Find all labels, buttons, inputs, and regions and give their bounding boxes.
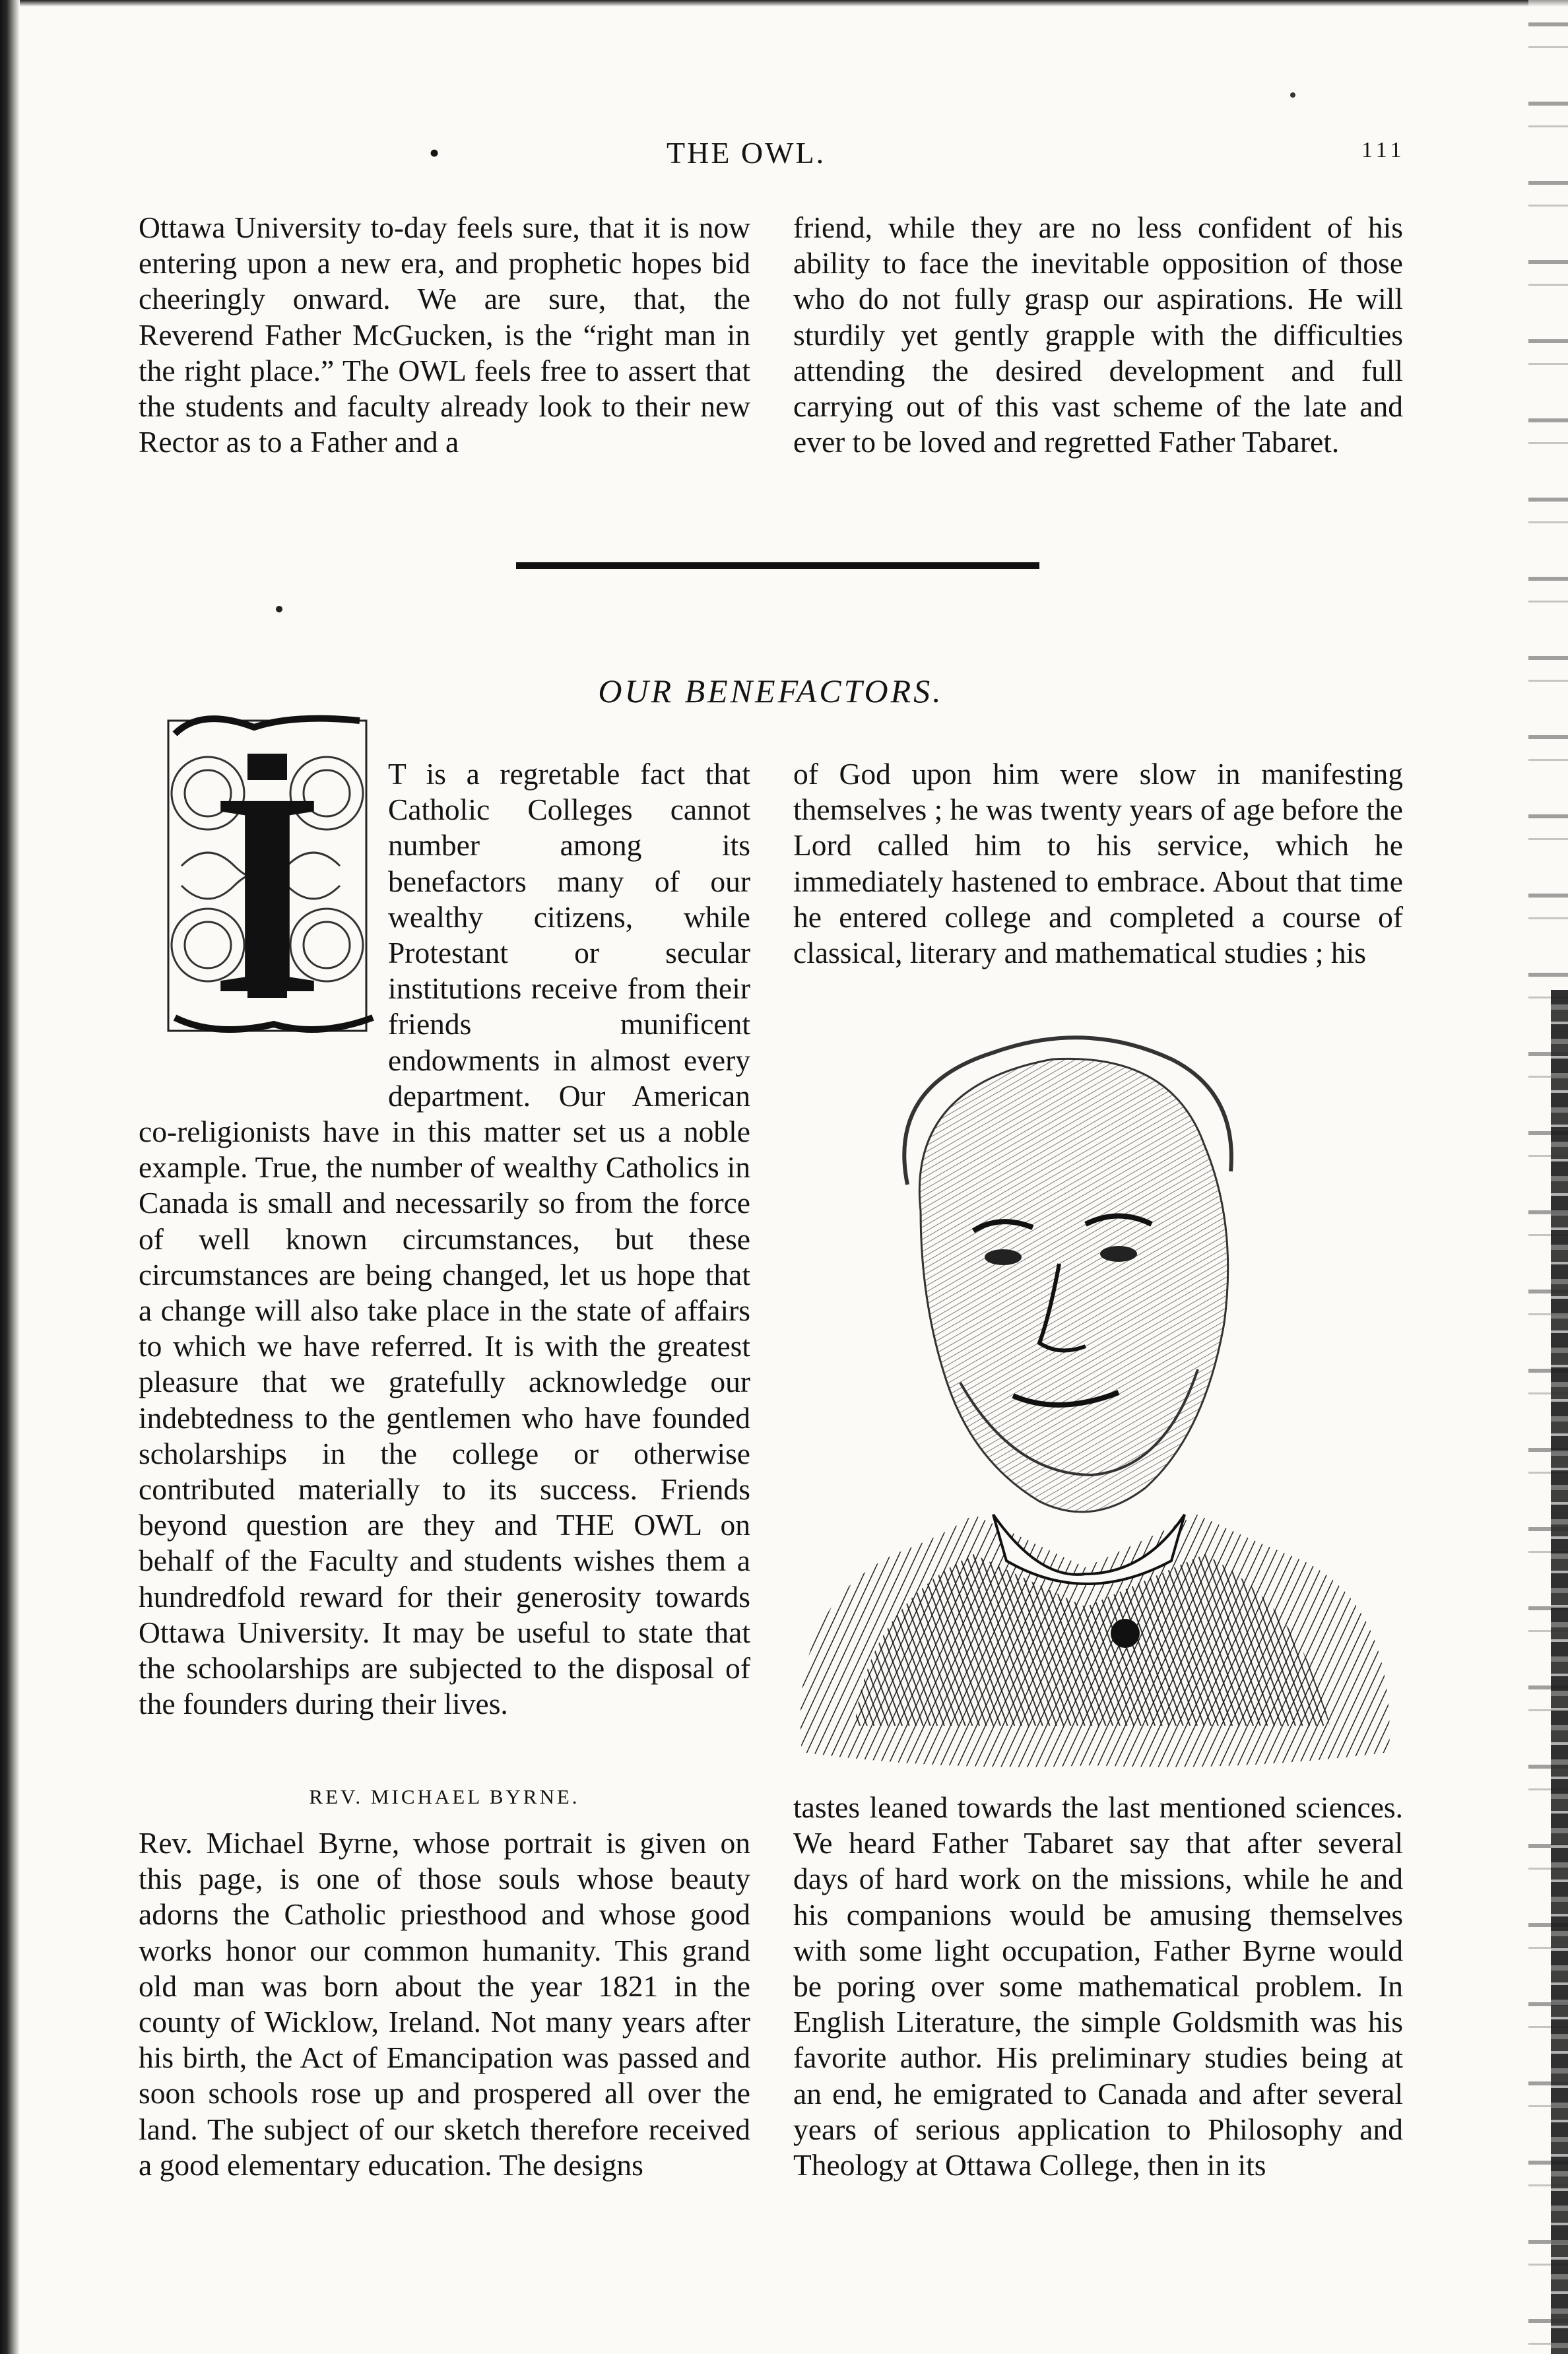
header-bullet: •	[429, 136, 442, 170]
subheading: REV. MICHAEL BYRNE.	[309, 1785, 580, 1808]
scan-left-edge	[0, 0, 20, 2354]
right-column-bottom-paragraph: tastes leaned towards the last mentioned sciences. We heard Father Tabaret say that after several days of hard work on the missions, while he and his companions would be amusing themselves with some light occupation, Father Byrne would be poring over some mathematical problem. In English Literature, the simple Goldsmith was his favorite author. His preliminary studies being at an end, he emigrated to Canada and after several years of serious application to Philosophy and Theology at Ottawa College, then in its	[793, 1790, 1403, 2182]
stray-dot	[1290, 92, 1295, 98]
section-heading-text: OUR BENEFACTORS.	[598, 672, 944, 709]
byrne-column	[139, 1825, 750, 2183]
benefactors-column	[139, 756, 750, 1722]
journal-title: THE OWL.	[667, 136, 826, 170]
running-header	[0, 135, 1568, 175]
section-divider	[516, 562, 1039, 569]
page-number: 111	[1361, 138, 1406, 162]
top-right-paragraph: friend, while they are no less confident of his ability to face the inevitable opposition of those who do not fully grasp our aspirations. He will sturdily yet gently grapple with the difficulties attending the desired development and full carrying out of this vast scheme of the late and ever to be loved and regretted Father Tabaret.	[793, 211, 1403, 459]
portrait-engraving	[775, 1013, 1416, 1792]
top-left-paragraph: Ottawa University to-day feels sure, that it is now entering upon a new era, and prophetic hopes bid cheeringly onward. We are sure, that, the Reverend Father McGucken, is the “right man in the right place.” The OWL feels free to assert that the students and faculty already look to their new Rector as to a Father and a	[139, 211, 750, 459]
scan-top-edge	[0, 0, 1568, 7]
byrne-paragraph: Rev. Michael Byrne, whose portrait is given on this page, is one of those souls whose beauty adorns the Catholic priesthood and whose good works honor our common humanity. This grand old man was born about the year 1821 in the county of Wicklow, Ireland. Not many years after his birth, the Act of Emancipation was passed and soon schools rose up and prospered all over the land. The subject of our sketch therefore received a good elementary education. The designs	[139, 1826, 750, 2182]
top-right-column	[793, 210, 1403, 460]
top-left-column	[139, 210, 750, 460]
dropcap-letter: I	[211, 733, 324, 1045]
scan-right-edge-dark	[1551, 990, 1568, 2354]
right-column-top-paragraph: of God upon him were slow in manifesting themselves ; he was twenty years of age before the Lord called him to his service, which he immediately hastened to embrace. About that time he entered college and completed a course of classical, literary and mathematical studies ; his	[793, 757, 1403, 970]
right-column-top	[793, 756, 1403, 971]
section-heading	[0, 672, 1568, 710]
dropcap-space	[139, 756, 388, 1078]
stray-mark	[276, 606, 282, 612]
right-column-bottom	[793, 1790, 1403, 2183]
benefactors-paragraph: T is a regretable fact that Catholic Colleges cannot number among its benefactors many of our wealthy citizens, while Protestant or secular institutions receive from their friends munificent endowments in almost every department. Our American co-religionists have in this matter set us a noble example. True, the number of wealthy Catholics in Canada is small and necessarily so from the force of well known circumstances, but these circumstances are being changed, let us hope that a change will also take place in the state of affairs to which we have referred. It is with the greatest pleasure that we gratefully acknowledge our indebtedness to the gentlemen who have founded scholarships in the college or otherwise contributed materially to its success. Friends beyond question are they and THE OWL on behalf of the Faculty and students wishes them a hundredfold reward for their generosity towards Ottawa University. It may be useful to state that the schoolarships are subjected to the disposal of the founders during their lives.	[139, 757, 750, 1721]
